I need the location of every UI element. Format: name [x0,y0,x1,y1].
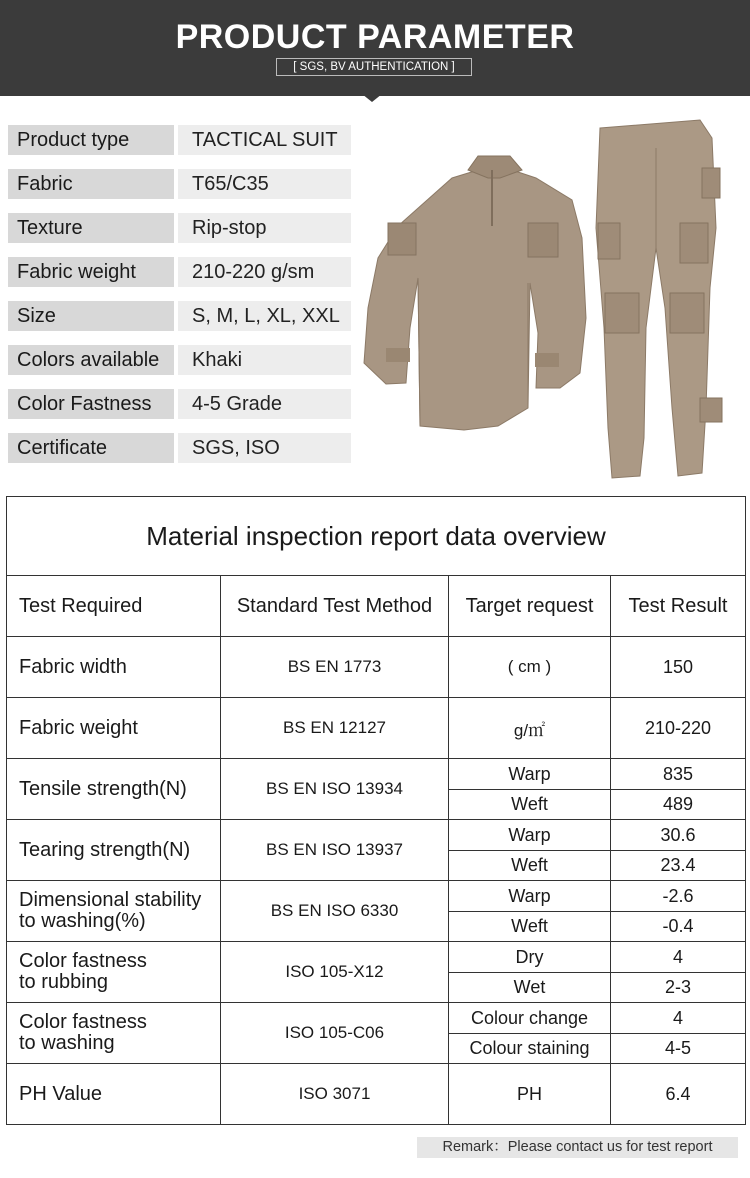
param-value: S, M, L, XL, XXL [178,301,351,331]
authentication-subtitle: [ SGS, BV AUTHENTICATION ] [276,58,472,76]
test-target: Colour change [449,1003,611,1034]
header-notch [362,94,382,102]
param-row [8,213,351,243]
test-result: 835 [611,759,746,790]
test-name-line: Color fastness [19,1011,147,1033]
inspection-report-table [6,496,746,1125]
test-result: 6.4 [611,1064,746,1125]
test-target: g/㎡ [449,698,611,759]
param-value: 210-220 g/sm [178,257,351,287]
test-target: Weft [449,790,611,820]
param-label: Certificate [8,433,174,463]
test-method: BS EN 12127 [221,698,449,759]
test-method: BS EN ISO 6330 [221,881,449,942]
report-header-row [7,576,746,637]
test-result: 4-5 [611,1034,746,1064]
test-target: Warp [449,881,611,912]
param-row [8,169,351,199]
test-result: 2-3 [611,973,746,1003]
test-method: BS EN 1773 [221,637,449,698]
param-row [8,301,351,331]
test-name: Fabric weight [7,698,221,759]
param-value: TACTICAL SUIT [178,125,351,155]
table-row [7,1003,746,1034]
param-value: T65/C35 [178,169,351,199]
param-row [8,389,351,419]
test-result: 489 [611,790,746,820]
param-value: Rip-stop [178,213,351,243]
test-result: 4 [611,942,746,973]
test-name-line: Color fastness [19,950,147,972]
column-header: Target request [449,576,611,637]
test-name: PH Value [7,1064,221,1125]
column-header: Standard Test Method [221,576,449,637]
tactical-suit-image [360,108,750,483]
param-row [8,345,351,375]
test-target: Warp [449,820,611,851]
test-name-line: to rubbing [19,971,108,993]
test-target: PH [449,1064,611,1125]
test-name-line: to washing(%) [19,910,146,932]
header-banner [0,0,750,96]
param-value: Khaki [178,345,351,375]
table-row [7,759,746,790]
test-method: ISO 3071 [221,1064,449,1125]
param-label: Color Fastness [8,389,174,419]
combat-shirt-illustration [364,156,586,430]
test-method: ISO 105-C06 [221,1003,449,1064]
test-result: -2.6 [611,881,746,912]
test-method: ISO 105-X12 [221,942,449,1003]
test-name-line: Dimensional stability [19,889,202,911]
test-name: Tearing strength(N) [7,820,221,881]
report-title: Material inspection report data overview [7,497,746,576]
table-row [7,698,746,759]
param-label: Fabric weight [8,257,174,287]
param-label: Texture [8,213,174,243]
test-target: Dry [449,942,611,973]
test-result: 30.6 [611,820,746,851]
combat-pants-illustration [596,120,722,478]
table-row [7,1064,746,1125]
test-result: -0.4 [611,912,746,942]
remark-note: Remark：Please contact us for test report [417,1137,738,1158]
test-method: BS EN ISO 13937 [221,820,449,881]
test-target: Weft [449,851,611,881]
column-header: Test Required [7,576,221,637]
param-value: SGS, ISO [178,433,351,463]
param-label: Size [8,301,174,331]
test-target: Wet [449,973,611,1003]
test-target: Weft [449,912,611,942]
table-row [7,942,746,973]
test-method: BS EN ISO 13934 [221,759,449,820]
test-result: 210-220 [611,698,746,759]
test-target: ( cm ) [449,637,611,698]
test-result: 4 [611,1003,746,1034]
page-title: PRODUCT PARAMETER [175,18,575,56]
test-name [7,1003,221,1064]
test-target: Colour staining [449,1034,611,1064]
param-row [8,125,351,155]
param-label: Colors available [8,345,174,375]
column-header: Test Result [611,576,746,637]
test-name: Fabric width [7,637,221,698]
test-result: 150 [611,637,746,698]
param-label: Fabric [8,169,174,199]
test-name: Tensile strength(N) [7,759,221,820]
table-row [7,637,746,698]
param-label: Product type [8,125,174,155]
test-result: 23.4 [611,851,746,881]
test-name-line: to washing [19,1032,115,1054]
table-row [7,820,746,851]
param-row [8,433,351,463]
param-row [8,257,351,287]
test-target: Warp [449,759,611,790]
test-name [7,881,221,942]
param-value: 4-5 Grade [178,389,351,419]
test-name [7,942,221,1003]
table-row [7,881,746,912]
